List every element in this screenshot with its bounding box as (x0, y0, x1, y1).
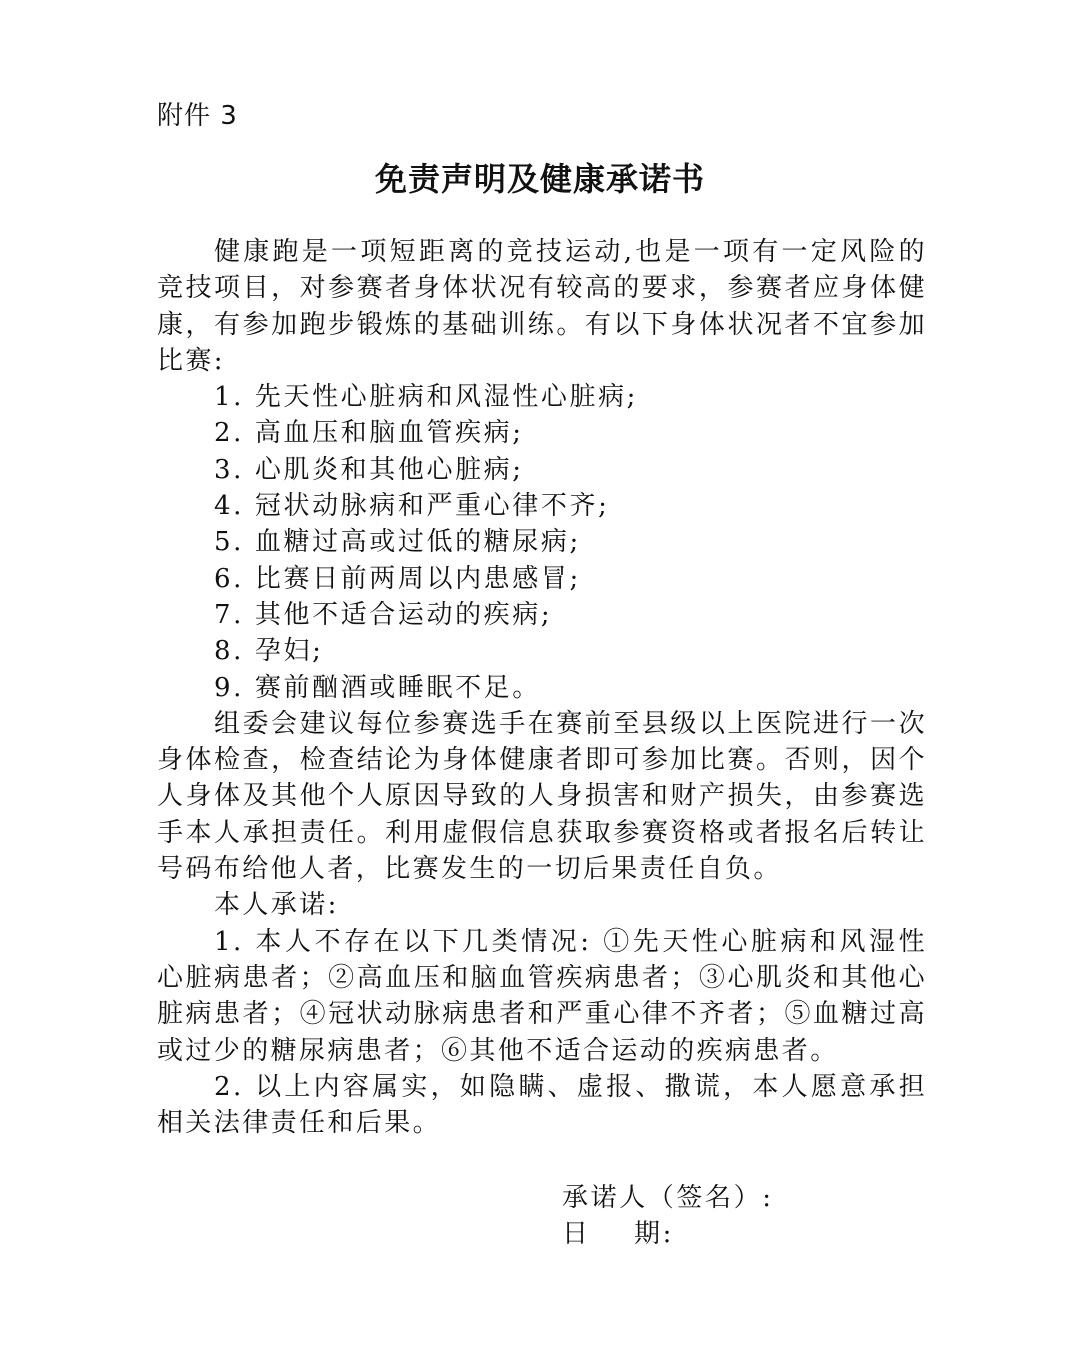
pledge-item-1: 1. 本人不存在以下几类情况: ①先天性心脏病和风湿性心脏病患者；②高血压和脑血管疾病患者；③心肌炎和其他心脏病患者；④冠状动脉病患者和严重心律不齐者；⑤血糖过高或过少的糖尿病患者；⑥其他不适合运动的疾病患者。 (157, 926, 927, 1066)
date-label: 日 期: (562, 1219, 675, 1249)
condition-item-6: 6. 比赛日前两周以内患感冒; (214, 563, 581, 594)
condition-item-9: 9. 赛前酗酒或睡眠不足。 (214, 672, 541, 703)
signer-label: 承诺人（签名）: (562, 1183, 774, 1213)
condition-item-1: 1. 先天性心脏病和风湿性心脏病; (214, 382, 639, 413)
document-title: 免责声明及健康承诺书 (374, 160, 705, 198)
condition-item-2: 2. 高血压和脑血管疾病; (214, 418, 524, 449)
advice-paragraph: 组委会建议每位参赛选手在赛前至县级以上医院进行一次身体检查，检查结论为身体健康者即可参加比赛。否则，因个人身体及其他个人原因导致的人身损害和财产损失，由参赛选手本人承担责任。利用虚假信息获取参赛资格或者报名后转让号码布给他人者，比赛发生的一切后果责任自负。 (157, 708, 927, 885)
document-body (157, 234, 927, 1141)
pledge-heading: 本人承诺: (214, 890, 339, 921)
intro-paragraph: 健康跑是一项短距离的竞技运动,也是一项有一定风险的竞技项目，对参赛者身体状况有较高的要求，参赛者应身体健康，有参加跑步锻炼的基础训练。有以下身体状况者不宜参加比赛: (157, 237, 927, 376)
condition-item-5: 5. 血糖过高或过低的糖尿病; (214, 527, 581, 558)
condition-item-7: 7. 其他不适合运动的疾病; (214, 599, 553, 630)
signature-block (562, 1180, 774, 1252)
pledge-item-2: 2. 以上内容属实，如隐瞒、虚报、撒谎，本人愿意承担相关法律责任和后果。 (157, 1071, 927, 1139)
condition-item-3: 3. 心肌炎和其他心脏病; (214, 454, 524, 485)
condition-item-4: 4. 冠状动脉病和严重心律不齐; (214, 491, 610, 522)
attachment-label: 附件 3 (157, 101, 238, 131)
condition-item-8: 8. 孕妇; (214, 636, 324, 667)
